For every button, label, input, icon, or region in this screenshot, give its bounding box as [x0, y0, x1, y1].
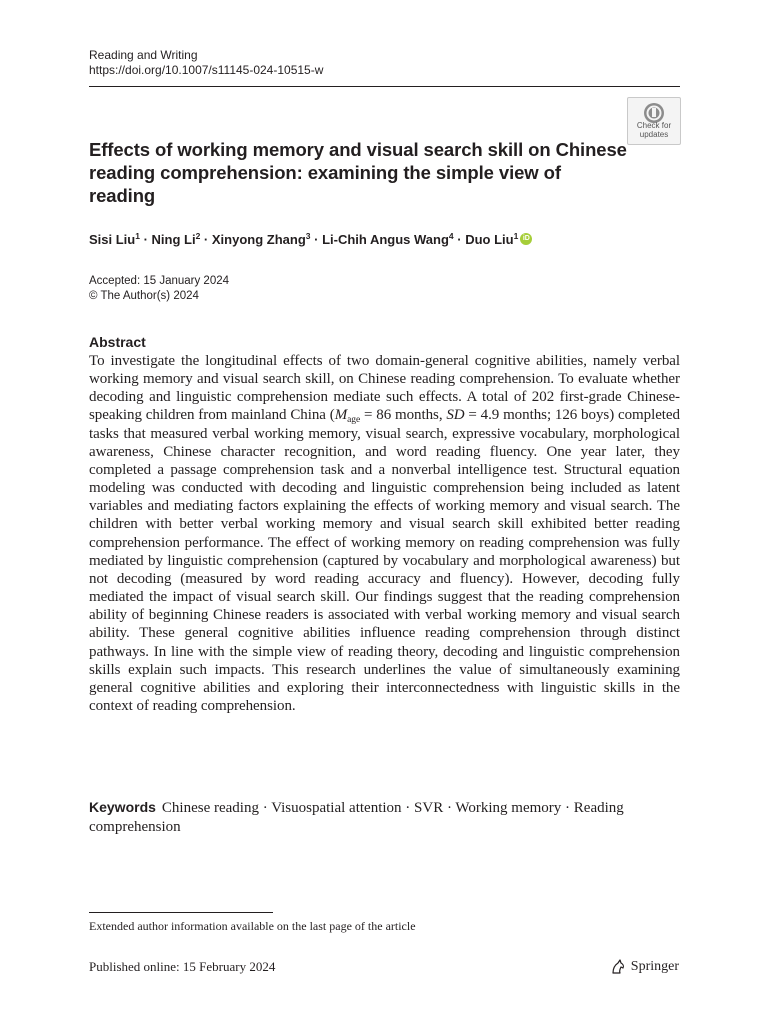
journal-name: Reading and Writing	[89, 48, 198, 62]
author-affiliation: 1	[135, 231, 140, 241]
author-separator: ·	[139, 232, 152, 247]
mean-age-subscript: age	[347, 415, 361, 426]
mean-age-symbol: M	[334, 407, 348, 424]
published-date: Published online: 15 February 2024	[89, 959, 276, 974]
abstract-part-2: = 86 months,	[360, 407, 447, 424]
keywords-list: Chinese reading · Visuospatial attention · SVR · Working memory · Reading comprehension	[89, 800, 624, 835]
author-name[interactable]: Xinyong Zhang	[211, 232, 306, 247]
author-separator: ·	[200, 232, 212, 247]
author-name[interactable]: Li-Chih Angus Wang	[322, 232, 449, 247]
author-list	[89, 231, 532, 249]
header-divider	[89, 86, 680, 87]
publisher-name: Springer	[630, 959, 679, 974]
abstract-text	[89, 352, 680, 715]
sd-symbol: SD	[446, 407, 465, 424]
author-name[interactable]: Duo Liu	[465, 232, 514, 247]
accepted-date: Accepted: 15 January 2024	[89, 275, 230, 287]
author-affiliation: 2	[195, 231, 201, 241]
author-affiliation: 3	[305, 231, 311, 241]
publisher-logo[interactable]	[610, 959, 679, 975]
footnote-divider	[89, 912, 273, 913]
keywords-label: Keywords	[89, 799, 156, 815]
author-affiliation: 4	[448, 231, 454, 241]
author-name[interactable]: Ning Li	[151, 232, 196, 247]
author-separator: ·	[310, 232, 323, 247]
orcid-icon[interactable]: iD	[520, 233, 532, 245]
author-info-footnote: Extended author information available on the last page of the article	[89, 919, 416, 933]
badge-line-2: updates	[639, 129, 669, 139]
author-affiliation: 1	[513, 231, 519, 241]
journal-header	[89, 48, 323, 78]
copyright-notice: © The Author(s) 2024	[89, 289, 199, 302]
article-dates	[89, 274, 229, 303]
keywords-section	[89, 798, 680, 836]
author-name[interactable]: Sisi Liu	[89, 232, 136, 247]
springer-horse-icon	[610, 959, 626, 975]
badge-line-1: Check for	[636, 121, 672, 130]
author-separator: ·	[453, 232, 466, 247]
article-title: Effects of working memory and visual search skill on Chinese reading comprehension: examining the simple view of reading	[89, 139, 627, 206]
check-for-updates-badge[interactable]	[627, 97, 681, 145]
doi-link[interactable]: https://doi.org/10.1007/s11145-024-10515-w	[89, 63, 324, 77]
abstract-heading: Abstract	[89, 334, 146, 350]
abstract-part-1: To investigate the longitudinal effects of two domain-general cognitive abilities, namely verbal working memory and visual search skill, on Chinese reading comprehension. To evaluate whether decoding and linguistic comprehension mediate such effects. A total of 202 first-grade Chinese-speaking children from mainland China (	[89, 353, 680, 424]
abstract-part-3: = 4.9 months; 126 boys) completed tasks that measured verbal working memory, visual search, expressive vocabulary, morphological awareness, Chinese character recognition, and word reading fluency. One year later, they completed a passage comprehension task and a nonverbal intelligence test. Structural equation modeling was conducted with decoding and linguistic comprehension being included as latent variables and mediating factors explaining the effects of working memory and visual search. The children with better verbal working memory and visual search skill exhibited better reading comprehension performance. The effect of working memory on reading comprehension was fully mediated by linguistic comprehension (captured by vocabulary and morphological awareness) but not decoding (measured by word reading accuracy and fluency). However, decoding fully mediated the impact of visual search skill. Our findings suggest that the reading comprehension ability of beginning Chinese readers is associated with verbal working memory and visual search ability. These general cognitive abilities influence reading comprehension through distinct pathways. In line with the simple view of reading theory, decoding and linguistic comprehension skills explain such impacts. This research underlines the value of simultaneously examining general cognitive abilities and exploring their interconnectedness with linguistic skills in the context of reading comprehension.	[89, 407, 680, 714]
